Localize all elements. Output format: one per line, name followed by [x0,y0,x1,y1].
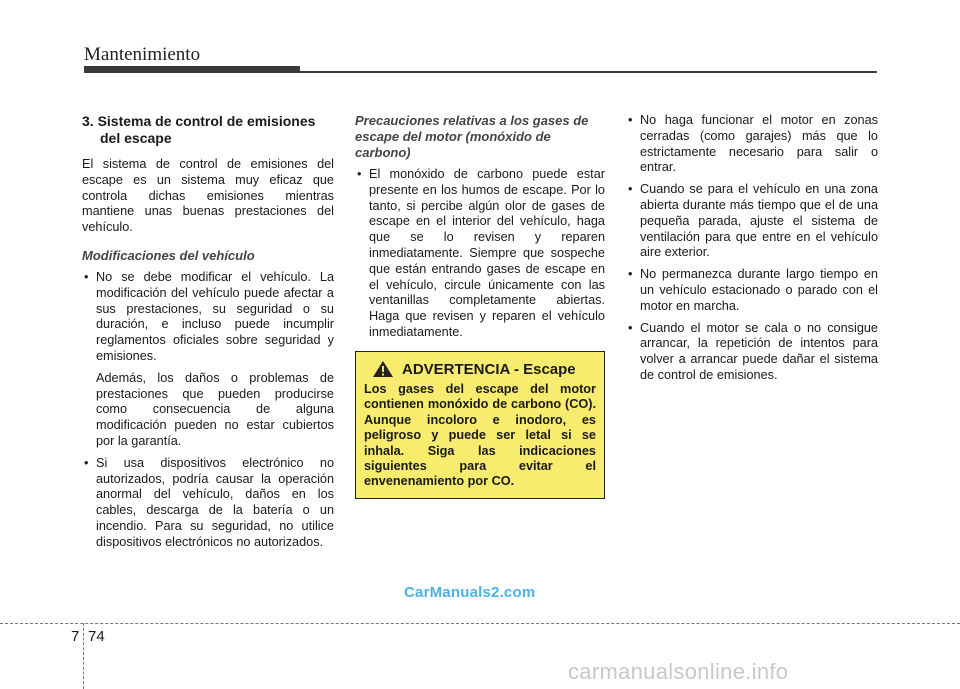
column-middle [355,113,605,347]
warning-box [355,351,605,499]
header-bar [84,66,300,73]
exhaust-safety-list [626,113,878,384]
exhaust-list [355,167,605,341]
intro-paragraph: El sistema de control de emisiones del escape es un sistema muy eficaz que controla dichas emisiones mientras mantiene unas buenas prestaciones del vehículo. [82,157,334,235]
warning-title: ADVERTENCIA - Escape [402,360,576,378]
list-item: • Cuando el motor se cala o no consigue arrancar, la repetición de intentos para volver a arrancar puede dañar el sistema de control de emisiones. [626,321,878,384]
list-item: • No se debe modificar el vehículo. La modificación del vehículo puede afectar a sus prestaciones, su seguridad o su duración, e incluso puede incumplir reglamentos oficiales sobre seguridad y emisiones. [82,270,334,365]
list-item: • Cuando se para el vehículo en una zona abierta durante más tiempo que el de una pequeña parada, ajuste el sistema de ventilación para que entre en el vehículo aire exterior. [626,182,878,261]
list-item-continuation: Además, los daños o problemas de prestaciones que pueden producirse como consecuencia de alguna modificación pueden no estar cubiertos por la garantía. [96,370,334,448]
site-watermark[interactable]: carmanualsonline.info [568,659,789,684]
header-title: Mantenimiento [84,44,201,65]
section-title: 3. Sistema de control de emisiones del escape [82,113,316,146]
list-item: • No permanezca durante largo tiempo en un vehículo estacionado o parado con el motor en marcha. [626,267,878,314]
page-number: 74 [88,628,105,645]
subheading-modifications: Modificaciones del vehículo [82,247,255,263]
warning-header [364,360,596,378]
warning-text: Los gases del escape del motor contienen monóxido de carbono (CO). Aunque incoloro e inodoro, es peligroso y puede ser letal si se inhala. Siga las indicaciones siguientes para evitar el envenenamiento por CO. [364,382,596,489]
column-left [82,113,334,557]
modifications-list [82,270,334,365]
list-item: • No haga funcionar el motor en zonas cerradas (como garajes) más que lo estrictamente necesario para salir o entrar. [626,113,878,176]
column-right [626,113,878,390]
header-rule [300,71,877,73]
modifications-list-2 [82,456,334,551]
watermark-link[interactable]: CarManuals2.com [404,584,536,601]
chapter-number: 7 [71,628,80,645]
footer-divider [83,623,84,689]
list-item: • El monóxido de carbono puede estar presente en los humos de escape. Por lo tanto, si percibe algún olor de gases de escape en el interior del vehículo, haga que se lo revisen y reparen inmediatamente. Siempre que sospeche que están entrando gases de escape en el vehículo, circule únicamente con las ventanillas completamente abiertas. Haga que revisen y reparen el vehículo inmediatamente. [355,167,605,341]
subheading-exhaust-precautions: Precauciones relativas a los gases de escape del motor (monóxido de carbono) [355,113,589,160]
warning-triangle-icon [372,360,394,378]
list-item: • Si usa dispositivos electrónico no autorizados, podría causar la operación anormal del vehículo, daños en los cables, descarga de la batería o un incendio. Para su seguridad, no utilice dispositivos electrónicos no autorizados. [82,456,334,551]
footer-rule [0,623,960,624]
